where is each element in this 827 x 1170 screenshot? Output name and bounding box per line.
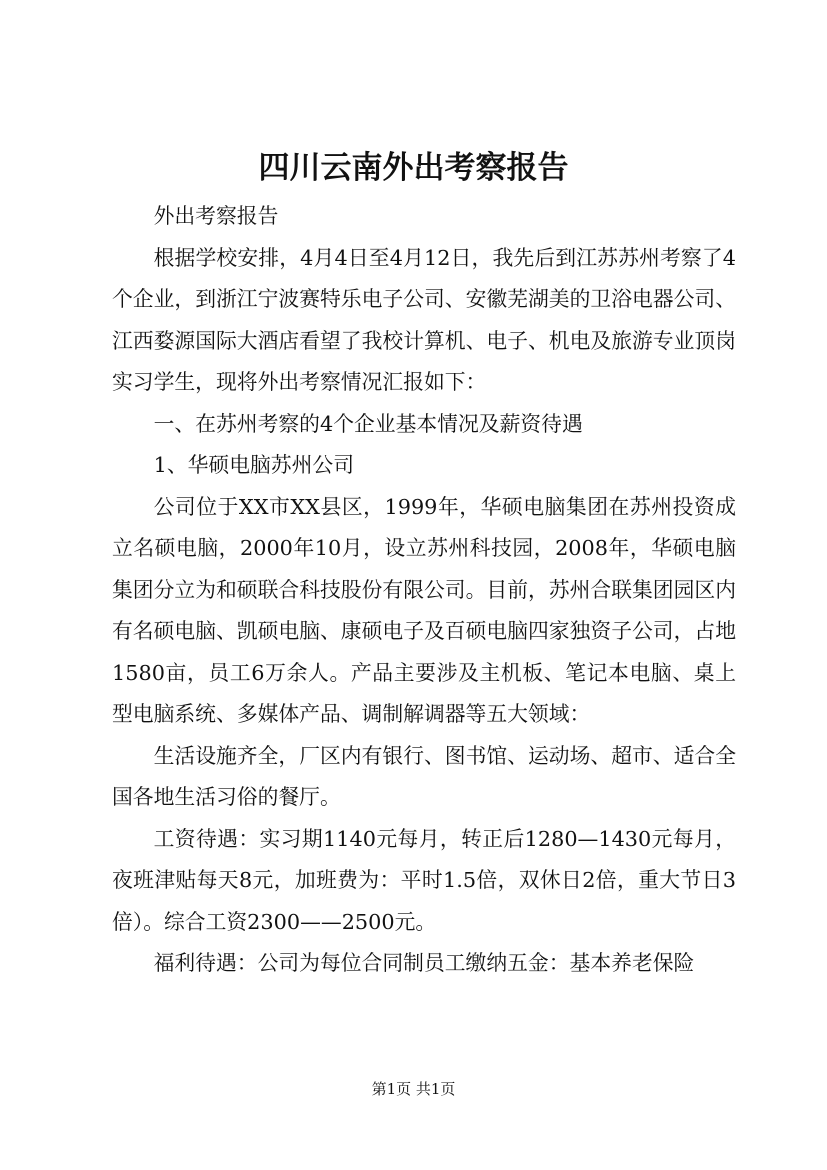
page-number-footer: 第1页 共1页: [371, 1080, 456, 1098]
paragraph-intro: 根据学校安排，4月4日至4月12日，我先后到江苏苏州考察了4个企业，到浙江宁波赛特乐电子公司、安徽芜湖美的卫浴电器公司、江西婺源国际大酒店看望了我校计算机、电子、机电及旅游专业顶岗实习学生，现将外出考察情况汇报如下：: [112, 245, 736, 394]
section-heading: 一、在苏州考察的4个企业基本情况及薪资待遇: [153, 411, 583, 436]
subsection-heading: 1、华硕电脑苏州公司: [153, 453, 354, 477]
paragraph-facilities: 生活设施齐全，厂区内有银行、图书馆、运动场、超市、适合全国各地生活习俗的餐厅。: [112, 743, 736, 809]
paragraph-benefits: 福利待遇：公司为每位合同制员工缴纳五金：基本养老保险: [153, 951, 695, 975]
paragraph-subtitle: 外出考察报告: [153, 204, 279, 228]
paragraph-salary: 工资待遇：实习期1140元每月，转正后1280—1430元每月，夜班津贴每天8元，加班费为：平时1.5倍，双休日2倍，重大节日3倍）。综合工资2300——2500元。: [112, 826, 736, 934]
document-body: [112, 196, 736, 985]
paragraph-company-info: 公司位于XX市XX县区，1999年，华硕电脑集团在苏州投资成立名硕电脑，2000年10月，设立苏州科技园，2008年，华硕电脑集团分立为和硕联合科技股份有限公司。目前，苏州合联集团园区内有名硕电脑、凯硕电脑、康硕电子及百硕电脑四家独资子公司，占地1580亩，员工6万余人。产品主要涉及主机板、笔记本电脑、桌上型电脑系统、多媒体产品、调制解调器等五大领域：: [112, 494, 736, 726]
document-title: 四川云南外出考察报告: [258, 150, 569, 186]
